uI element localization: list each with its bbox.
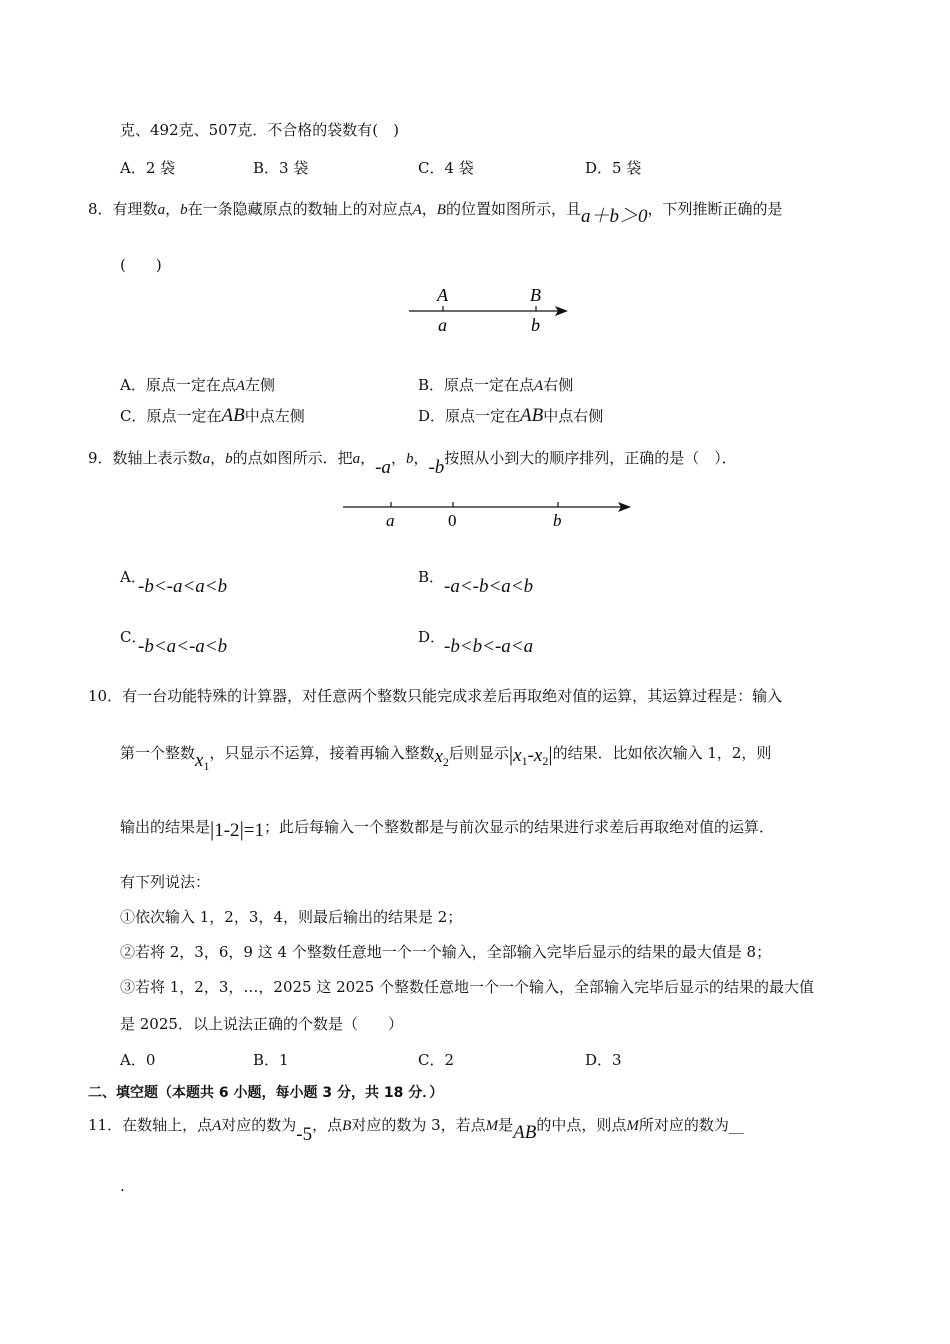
q10-statement-3a: ③若将 1，2，3，…，2025 这 2025 个整数任意地一个一个输入，全部输入完毕后显示的结果的最大值 — [120, 978, 815, 996]
q8-paren: ( ) — [120, 256, 162, 274]
q7-option-d: D．5 袋 — [585, 159, 642, 177]
q11-value: -5 — [296, 1124, 313, 1145]
q10-line1: 10．有一台功能特殊的计算器，对任意两个整数只能完成求差后再取绝对值的运算，其运算过程是：输入 — [88, 687, 783, 705]
q11-blank: __ — [728, 1116, 744, 1134]
q8-label-a: a — [438, 315, 447, 335]
q10-line2: 第一个整数$x_1$，只显示不运算，接着再输入整数$x_2$后则显示$|x_1-x_2|$的结果．比如依次输入 1，2，则 — [120, 742, 772, 773]
q8-option-a: A．原点一定在点A左侧 — [120, 376, 276, 394]
q10-number: 10． — [88, 687, 123, 705]
q8-label-A: A — [437, 285, 448, 305]
q9-neg-b: -b — [428, 457, 445, 478]
q9-option-d-expr: -b<b<-a<a — [444, 636, 534, 657]
q8-label-b: b — [531, 315, 540, 335]
q10-line3: 输出的结果是|1-2|=1；此后每输入一个整数都是与前次显示的结果进行求差后再取绝对值的运算． — [120, 817, 775, 841]
q10-statement-2: ②若将 2，3，6，9 这 4 个整数任意地一个一个输入，全部输入完毕后显示的结果的最大值是 8； — [120, 943, 772, 961]
q9-option-c-expr: -b<a<-a<b — [138, 636, 228, 657]
q10-option-b: B．1 — [253, 1051, 289, 1069]
q8-number-line — [395, 280, 580, 338]
q11-number: 11． — [88, 1116, 123, 1134]
q11-stem: 11．在数轴上，点A对应的数为-5，点B对应的数为 3，若点M是AB的中点，则点M所对应的数为__ — [88, 1116, 744, 1145]
q10-option-a: A．0 — [120, 1051, 156, 1069]
q9-label-b: b — [553, 511, 562, 530]
q9-option-a-letter: A． — [120, 568, 146, 586]
q8-option-d: D．原点一定在AB中点右侧 — [418, 405, 604, 426]
q8-stem: 8．有理数a，b在一条隐藏原点的数轴上的对应点A，B的位置如图所示，且a＋b＞0，下列推断正确的是 — [88, 200, 783, 227]
q9-number: 9． — [88, 449, 113, 467]
q10-statement-1: ①依次输入 1，2，3，4，则最后输出的结果是 2； — [120, 908, 463, 926]
section-title: 二、填空题（本题共 6 小题，每小题 3 分，共 18 分．） — [88, 1085, 444, 1101]
q7-tail: 克、492克、507克．不合格的袋数有( ) — [120, 121, 399, 139]
q8-condition: a＋b＞0 — [580, 206, 648, 227]
q9-option-b-expr: -a<-b<a<b — [444, 576, 534, 597]
q9-option-b-letter: B． — [418, 568, 445, 586]
q7-option-c: C．4 袋 — [418, 159, 474, 177]
q9-label-a: a — [386, 511, 395, 530]
q8-option-c: C．原点一定在AB中点左侧 — [120, 405, 305, 426]
q8-number: 8． — [88, 200, 113, 218]
q8-label-B: B — [530, 285, 541, 305]
q9-option-c-letter: C． — [120, 628, 147, 646]
q10-option-c: C．2 — [418, 1051, 455, 1069]
q9-option-a-expr: -b<-a<a<b — [138, 576, 228, 597]
q10-option-d: D．3 — [585, 1051, 622, 1069]
q10-statement-3b: 是 2025．以上说法正确的个数是（ ） — [120, 1015, 403, 1033]
q11-end: . — [120, 1177, 125, 1195]
q9-label-0: 0 — [448, 511, 457, 530]
q9-option-d-letter: D． — [418, 628, 446, 646]
q9-neg-a: -a — [375, 457, 391, 478]
q10-line4: 有下列说法： — [120, 873, 211, 891]
q7-option-b: B．3 袋 — [253, 159, 309, 177]
q9-stem: 9．数轴上表示数a，b的点如图所示．把a，-a，b，-b按照从小到大的顺序排列，正确的是（ ）． — [88, 449, 737, 478]
q9-number-line — [335, 492, 640, 534]
q7-option-a: A．2 袋 — [120, 159, 176, 177]
q8-option-b: B．原点一定在点A右侧 — [418, 376, 574, 394]
